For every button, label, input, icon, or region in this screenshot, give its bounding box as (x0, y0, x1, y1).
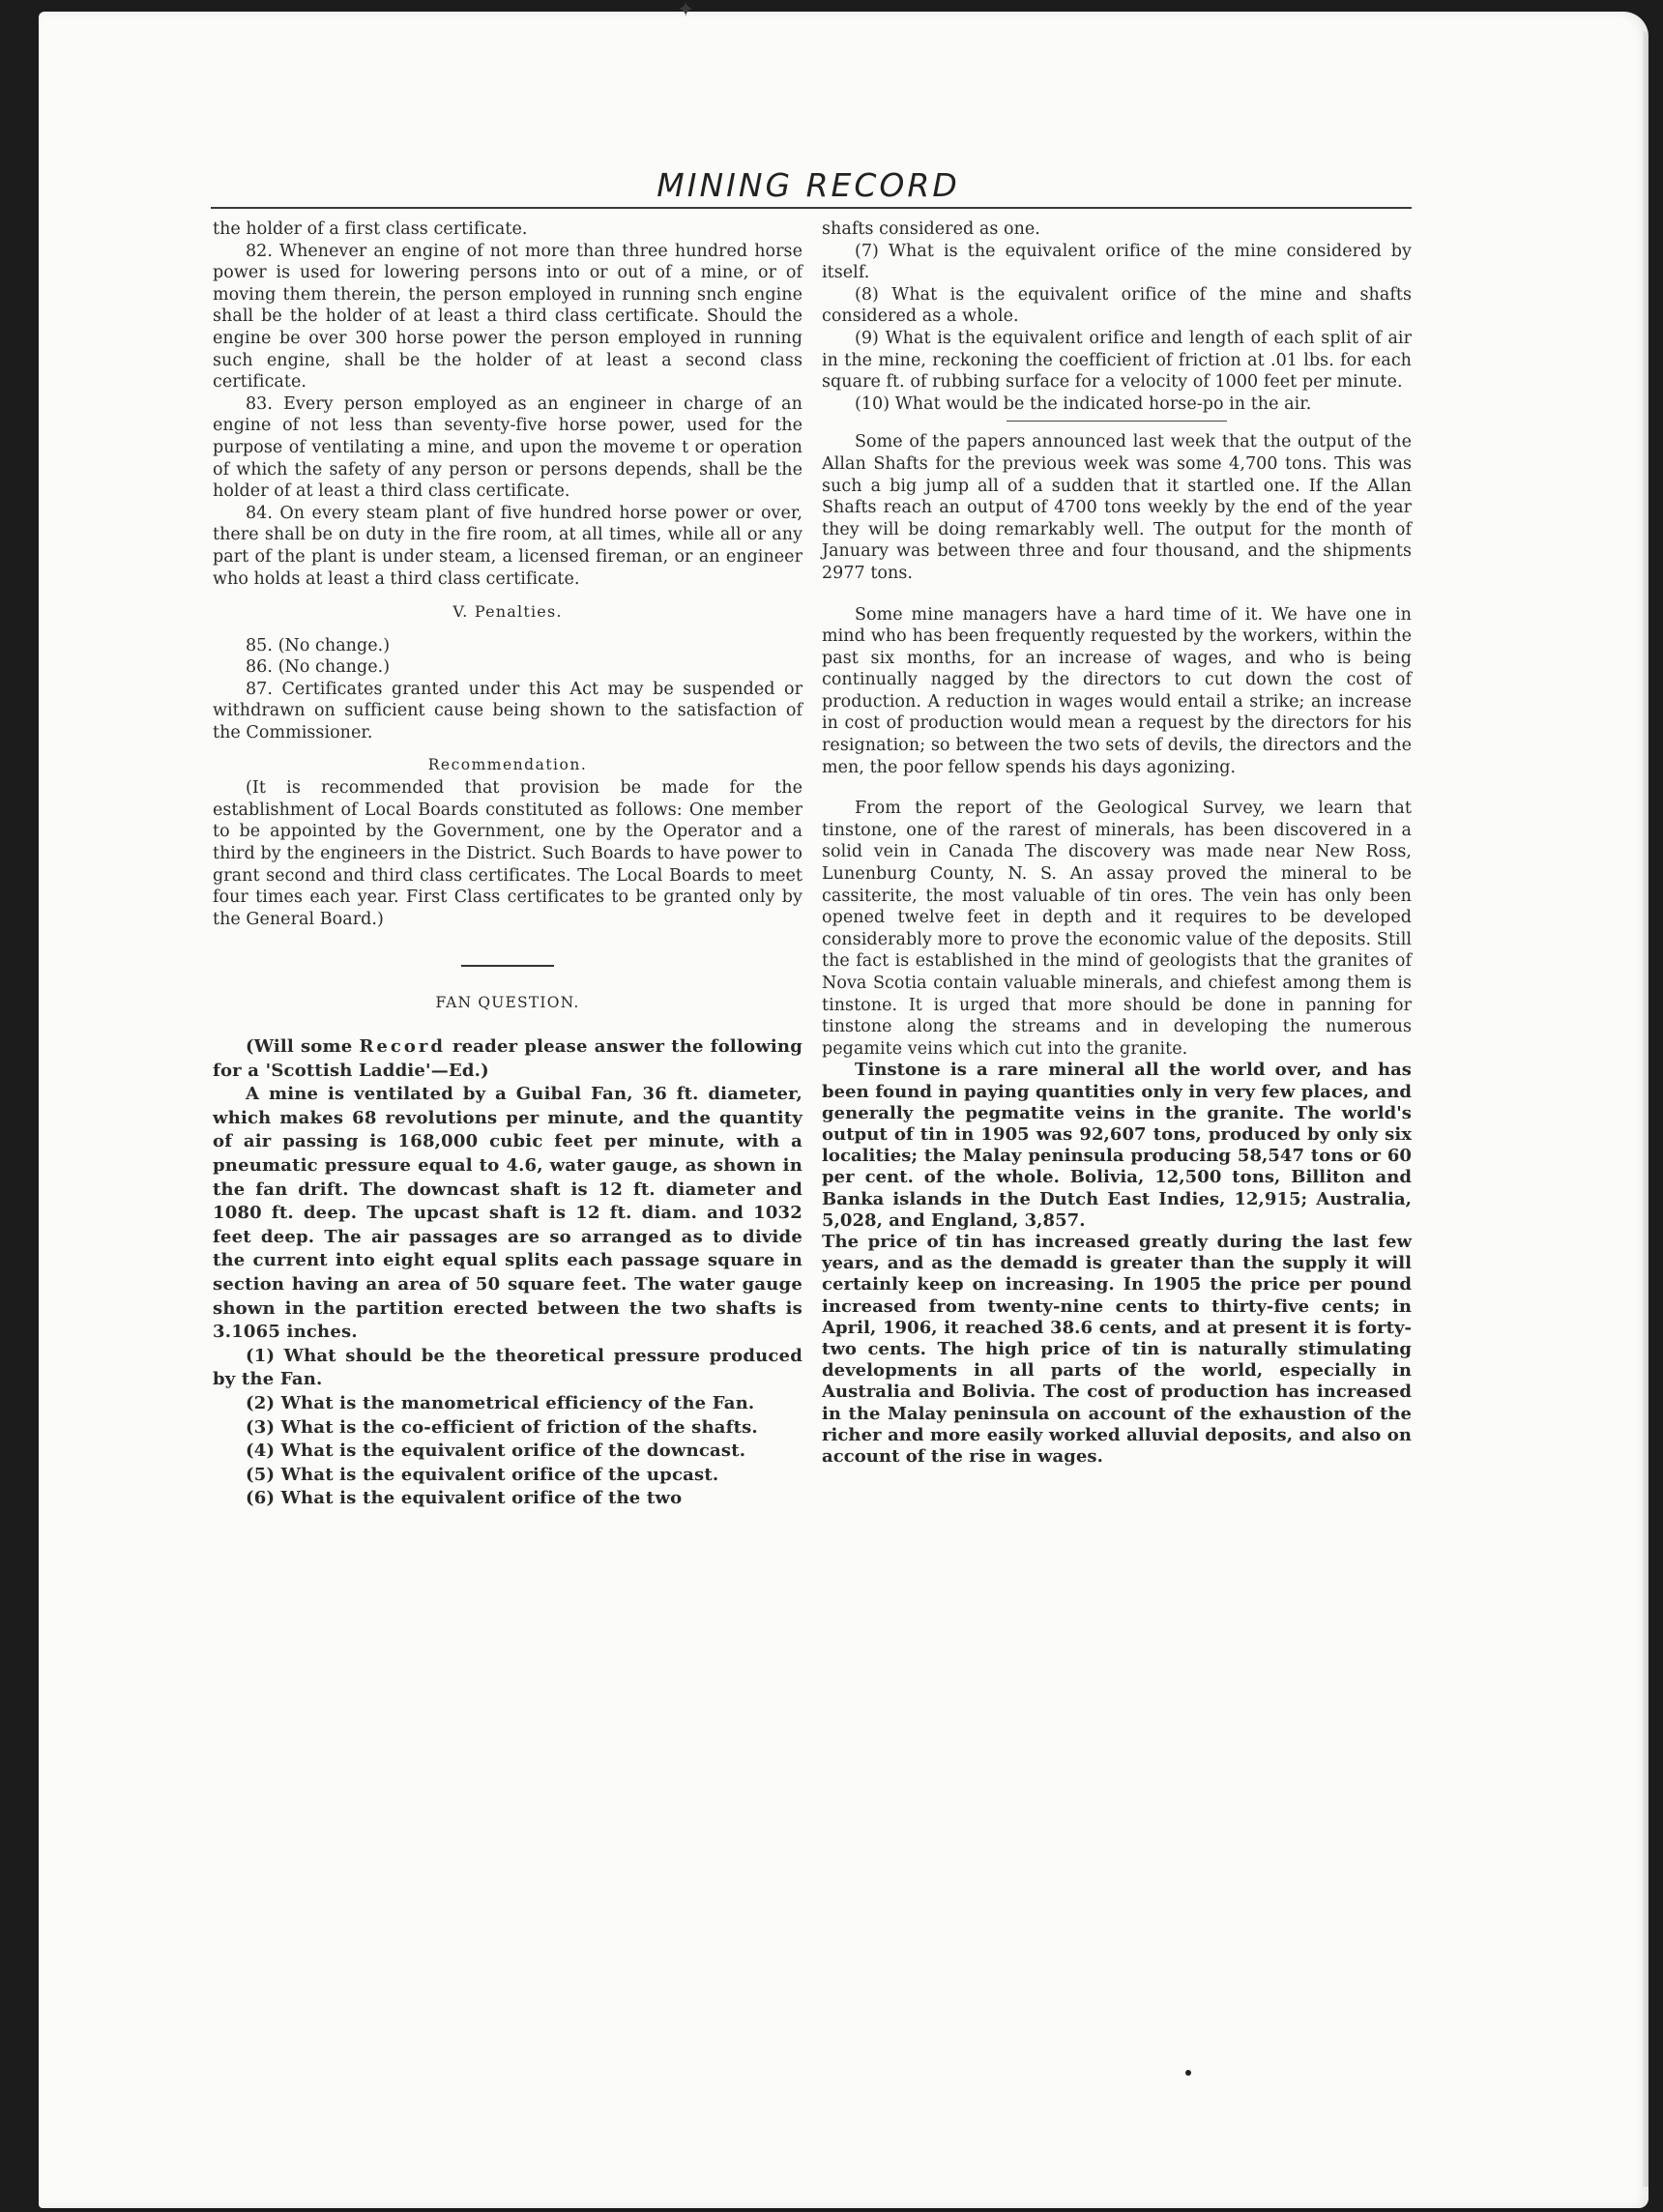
tinstone-survey-paragraph: From the report of the Geological Survey, we learn that tinstone, one of the rarest of minerals, has been discovered in a solid vein in Canada The discovery was made near New Ross, Lunenburg County, N. S. An assay proved the mineral to be cassiterite, the most valuable of tin ores. The vein has only been opened twelve feet in depth and it requires to be developed considerably more to prove the economic value of the deposits. Still the fact is established in the mind of geologists that the granites of Nova Scotia contain valuable minerals, and chiefest among them is tinstone. It is urged that more should be done in panning for tinstone along the streams and in developing the numerous pegamite veins which cut into the granite. (822, 799, 1412, 1059)
paragraph-82: 82. Whenever an engine of not more than three hundred horse power is used for lowering persons into or out of a mine, or of moving them therein, the person employed in running snch engine shall be the holder of at least a third class certificate. Should the engine be over 300 horse power the person employed in running such engine, shall be the holder of at least a second class certificate. (213, 241, 802, 393)
paragraph-gap (822, 778, 1412, 798)
question-6: (6) What is the equivalent orifice of the two (246, 1488, 683, 1509)
paragraph-87: 87. Certificates granted under this Act may be suspended or withdrawn on sufficient cause being shown to the satisfaction of the Commissioner. (213, 679, 802, 743)
question-1: (1) What should be the theoretical pressure produced by the Fan. (213, 1345, 802, 1390)
paragraph-86: 86. (No change.) (246, 657, 391, 678)
fan-problem-text: A mine is ventilated by a Guibal Fan, 36 ft. diameter, which makes 68 revolutions per minute, and the quantity of air passing is 168,000 cubic feet per minute, with a pneumatic pressure equal to 4.6, water gauge, as shown in the fan drift. The downcast shaft is 12 ft. diameter and 1080 ft. deep. The upcast shaft is 12 ft. diam. and 1032 feet deep. The air passages are so arranged as to divide the current into eight equal splits each passage square in section having an area of 50 square feet. The water gauge shown in the partition erected between the two shafts is 3.1065 inches. (213, 1084, 802, 1343)
paragraph-83: 83. Every person employed as an engineer in charge of an engine of not less than seventy-five horse power, used for the purpose of ventilating a mine, and upon the moveme t or operation of which the safety of any person or persons depends, shall be the holder of at least a third class certificate. (213, 393, 802, 502)
question-6-continued: shafts considered as one. (822, 219, 1040, 239)
fan-question-heading: FAN QUESTION. (435, 994, 580, 1012)
page-edge (1643, 31, 1648, 2187)
paragraph-continued: the holder of a first class certificate. (213, 219, 528, 239)
paragraph-84: 84. On every steam plant of five hundred horse power or over, there shall be on duty in the fire room, at all times, while all or any part of the plant is under steam, a licensed fireman, or an engineer who holds at least a third class certificate. (213, 503, 802, 589)
question-7: (7) What is the equivalent orifice of the mine considered by itself. (822, 241, 1412, 283)
question-4: (4) What is the equivalent orifice of the downcast. (246, 1441, 746, 1462)
running-head-title: MINING RECORD (656, 166, 960, 204)
tinstone-rare-paragraph: Tinstone is a rare mineral all the world over, and has been found in paying quantities only in very few places, and generally the pegmatite veins in the granite. The world's output of tin in 1905 was 92,607 tons, produced by only six localities; the Malay peninsula producing 58,547 tons or 60 per cent. of the whole. Bolivia, 12,500 tons, Billiton and Banka islands in the Dutch East Indies, 12,915; Australia, 5,028, and England, 3,857. (822, 1060, 1412, 1231)
recommendation-text: (It is recommended that provision be made for the establishment of Local Boards constituted as follows: One member to be appointed by the Government, one by the Operator and a third by the engineers in the District. Such Boards to have power to grant second and third class certificates. The Local Boards to meet four times each year. First Class certificates to be granted only by the General Board.) (213, 778, 802, 929)
paragraph-gap (822, 585, 1412, 604)
column-divider (1007, 421, 1227, 422)
fan-intro-end: reader please answer the following for a 'Scottish Laddie'—Ed.) (213, 1036, 802, 1081)
tin-price-paragraph: The price of tin has increased greatly during the last few years, and as the demadd is greater than the supply it will certainly keep on increasing. In 1905 the price per pound increased from twenty-nine cents to thirty-five cents; in April, 1906, it reached 38.6 cents, and at present it is forty-two cents. The high price of tin is naturally stimulating developments in all parts of the world, especially in Australia and Bolivia. The cost of production has increased in the Malay peninsula on account of the exhaustion of the richer and more easily worked alluvial deposits, and also on account of the rise in wages. (822, 1232, 1412, 1468)
scan-artifact-icon: ✦ (677, 0, 695, 22)
paragraph-85: 85. (No change.) (246, 635, 391, 655)
question-8: (8) What is the equivalent orifice of the mine and shafts considered as a whole. (822, 284, 1412, 327)
fan-intro (213, 1035, 802, 1083)
section-divider (461, 965, 554, 967)
header-rule (211, 207, 1412, 209)
mine-managers-paragraph: Some mine managers have a hard time of it. We have one in mind who has been frequently requested by the workers, within the past six months, for an increase of wages, and who is being continually nagged by the directors to cut down the cost of production. A reduction in wages would entail a strike; an increase in cost of production would mean a request by the directors for his resignation; so between the two sets of devils, the directors and the men, the poor fellow spends his days agonizing. (822, 604, 1412, 777)
penalties-heading: V. Penalties. (452, 602, 563, 622)
tinstone-bold-block (822, 1060, 1412, 1468)
fan-question-block (213, 1035, 802, 1511)
question-10: (10) What would be the indicated horse-po in the air. (855, 393, 1312, 414)
right-column (822, 218, 1412, 1468)
question-3: (3) What is the co-efficient of friction of the shafts. (246, 1416, 758, 1438)
question-2: (2) What is the manometrical efficiency of the Fan. (246, 1392, 755, 1413)
recommendation-heading: Recommendation. (427, 755, 588, 773)
fan-intro-record: Record (359, 1036, 446, 1057)
left-column (213, 218, 802, 1511)
allan-shafts-paragraph: Some of the papers announced last week that the output of the Allan Shafts for the previous week was some 4,700 tons. This was such a big jump all of a sudden that it startled one. If the Allan Shafts reach an output of 4700 tons weekly by the end of the year they will be doing remarkably well. The output for the month of January was between three and four thousand, and the shipments 2977 tons. (822, 432, 1412, 583)
page-dot-mark (1185, 2070, 1191, 2076)
question-9: (9) What is the equivalent orifice and length of each split of air in the mine, reckoning the coefficient of friction at .01 lbs. for each square ft. of rubbing surface for a velocity of 1000 feet per minute. (822, 328, 1412, 393)
question-5: (5) What is the equivalent orifice of the upcast. (246, 1464, 719, 1485)
fan-intro-start: (Will some (246, 1036, 360, 1057)
